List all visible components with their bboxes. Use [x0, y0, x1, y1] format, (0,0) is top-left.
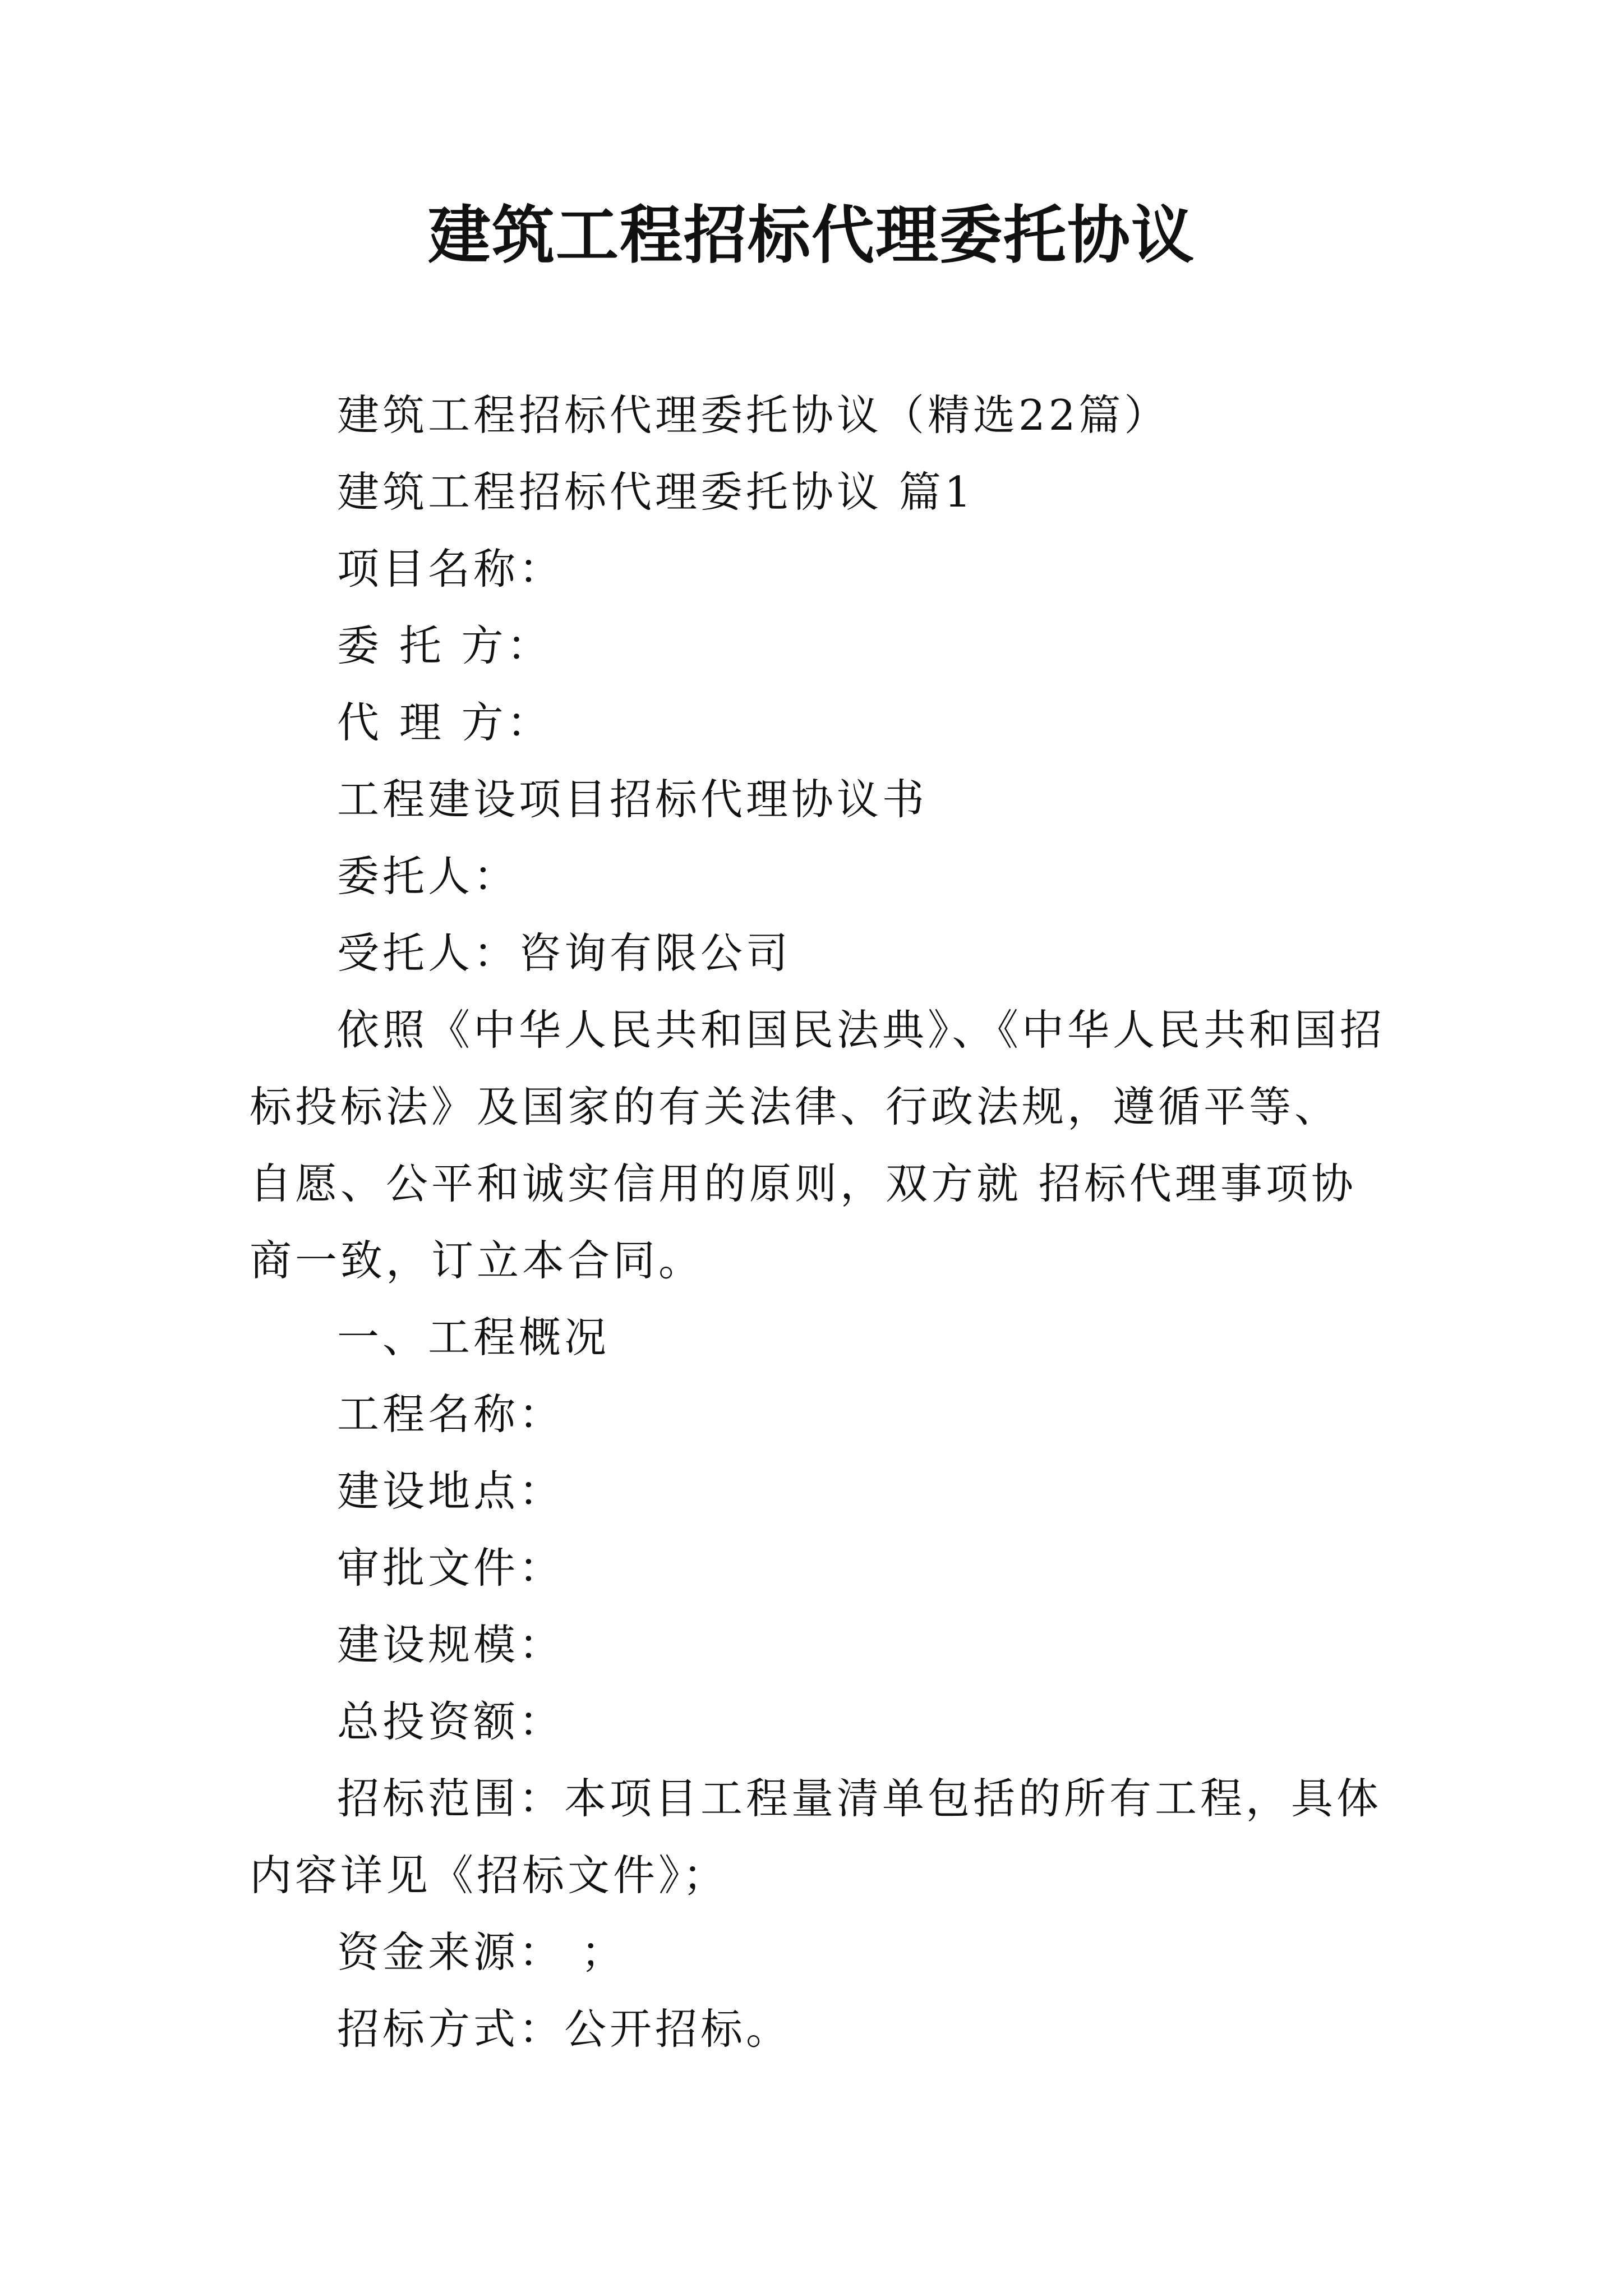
paragraph-entrusting-party: 委托人：: [337, 852, 519, 901]
paragraph-client: 委 托 方：: [337, 621, 552, 670]
paragraph-subtitle: 建筑工程招标代理委托协议（精选22篇）: [337, 390, 1170, 440]
paragraph-section-heading: 建筑工程招标代理委托协议 篇1: [337, 467, 975, 517]
document-body: [250, 377, 1388, 2068]
paragraph-project-name: 项目名称：: [337, 544, 565, 593]
paragraph-legal-basis: 依照《中华人民共和国民法典》、《中华人民共和国招标投标法》及国家的有关法律、行政法规，遵循平等、 自愿、公平和诚实信用的原则，双方就 招标代理事项协商一致，订立本合同。: [250, 1005, 1386, 1285]
paragraph-approval-documents: 审批文件：: [337, 1543, 565, 1593]
paragraph-bidding-scope: 招标范围：本项目工程量清单包括的所有工程，具体内容详见《招标文件》；: [250, 1774, 1382, 1900]
paragraph-project-overview-heading: 一、工程概况: [337, 1313, 610, 1362]
paragraph-funding-source: 资金来源： ；: [337, 1927, 626, 1977]
document-title: 建筑工程招标代理委托协议: [428, 199, 1195, 272]
paragraph-construction-site: 建设地点：: [337, 1466, 565, 1516]
paragraph-project-title: 工程名称：: [337, 1389, 565, 1439]
paragraph-agent: 代 理 方：: [337, 698, 552, 747]
paragraph-construction-scale: 建设规模：: [337, 1620, 565, 1669]
paragraph-bidding-method: 招标方式：公开招标。: [337, 2004, 792, 2054]
paragraph-total-investment: 总投资额：: [337, 1697, 565, 1746]
paragraph-agreement-title: 工程建设项目招标代理协议书: [337, 775, 928, 824]
paragraph-entrusted-party: 受托人：咨询有限公司: [337, 928, 792, 978]
